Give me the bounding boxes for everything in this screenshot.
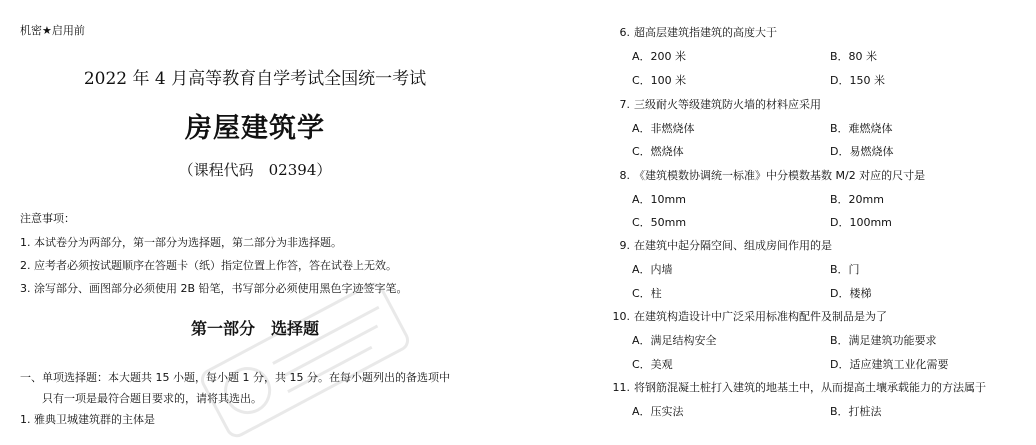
q11-option-a: A．压实法 (632, 405, 684, 418)
q8-option-c: C．50mm (632, 216, 687, 229)
question-number: 9. (619, 239, 630, 252)
q10-option-c: C．美观 (632, 358, 673, 371)
right-column (596, 0, 1036, 420)
q8-option-b: B．20mm (830, 193, 884, 206)
question-7 (596, 96, 821, 112)
notice-heading: 注意事项： (20, 212, 75, 225)
exam-title: 2022 年 4 月高等教育自学考试全国统一考试 (83, 69, 427, 89)
q8-option-d: D．100mm (830, 216, 892, 229)
question-number: 7. (619, 98, 630, 111)
q7-option-b: B．难燃烧体 (830, 122, 893, 135)
question-6 (596, 24, 777, 40)
q10-option-b: B．满足建筑功能要求 (830, 334, 937, 347)
q11-option-b: B．打桩法 (830, 405, 882, 418)
question-text: 《建筑模数协调统一标准》中分模数基数 M/2 对应的尺寸是 (634, 169, 926, 182)
question-number: 11. (612, 381, 630, 394)
q6-option-d: D．150 米 (830, 74, 885, 87)
secret-label: 机密★启用前 (20, 24, 85, 37)
question-8 (596, 167, 925, 183)
course-code: （课程代码 02394） (178, 161, 332, 179)
q9-option-c: C．柱 (632, 287, 662, 300)
question-number: 10. (612, 310, 630, 323)
q8-option-a: A．10mm (632, 193, 686, 206)
question-10 (596, 308, 887, 324)
q6-option-a: A．200 米 (632, 50, 687, 63)
section-instructions-line2: 只有一项是最符合题目要求的，请将其选出。 (42, 392, 262, 405)
question-9 (596, 237, 832, 253)
question-text: 在建筑中起分隔空间、组成房间作用的是 (634, 239, 832, 252)
notice-item-1: 1. 本试卷分为两部分，第一部分为选择题，第二部分为非选择题。 (20, 236, 342, 249)
subject-title: 房屋建筑学 (185, 113, 325, 144)
question-1-partial: 1. 雅典卫城建筑群的主体是 (20, 413, 155, 426)
question-text: 三级耐火等级建筑防火墙的材料应采用 (634, 98, 821, 111)
q9-option-b: B．门 (830, 263, 860, 276)
left-column (0, 0, 510, 426)
question-number: 6. (619, 26, 630, 39)
q7-option-c: C．燃烧体 (632, 145, 684, 158)
question-text: 超高层建筑指建筑的高度大于 (634, 26, 777, 39)
question-text: 在建筑构造设计中广泛采用标准构配件及制品是为了 (634, 310, 887, 323)
q10-option-a: A．满足结构安全 (632, 334, 717, 347)
section-instructions-line1: 一、单项选择题：本大题共 15 小题，每小题 1 分，共 15 分。在每小题列出的备选项中 (20, 371, 450, 384)
watermark-stamp (194, 275, 417, 444)
question-number: 8. (619, 169, 630, 182)
question-text: 将钢筋混凝土桩打入建筑的地基土中，从而提高土壤承载能力的方法属于 (634, 381, 986, 394)
q6-option-b: B．80 米 (830, 50, 878, 63)
q7-option-a: A．非燃烧体 (632, 122, 695, 135)
notice-item-3: 3. 涂写部分、画图部分必须使用 2B 铅笔，书写部分必须使用黑色字迹签字笔。 (20, 282, 408, 295)
q6-option-c: C．100 米 (632, 74, 687, 87)
question-11 (596, 379, 986, 395)
q9-option-d: D．楼梯 (830, 287, 872, 300)
q9-option-a: A．内墙 (632, 263, 673, 276)
q7-option-d: D．易燃烧体 (830, 145, 894, 158)
part-one-title: 第一部分 选择题 (190, 319, 319, 338)
notice-item-2: 2. 应考者必须按试题顺序在答题卡（纸）指定位置上作答，答在试卷上无效。 (20, 259, 397, 272)
q10-option-d: D．适应建筑工业化需要 (830, 358, 949, 371)
